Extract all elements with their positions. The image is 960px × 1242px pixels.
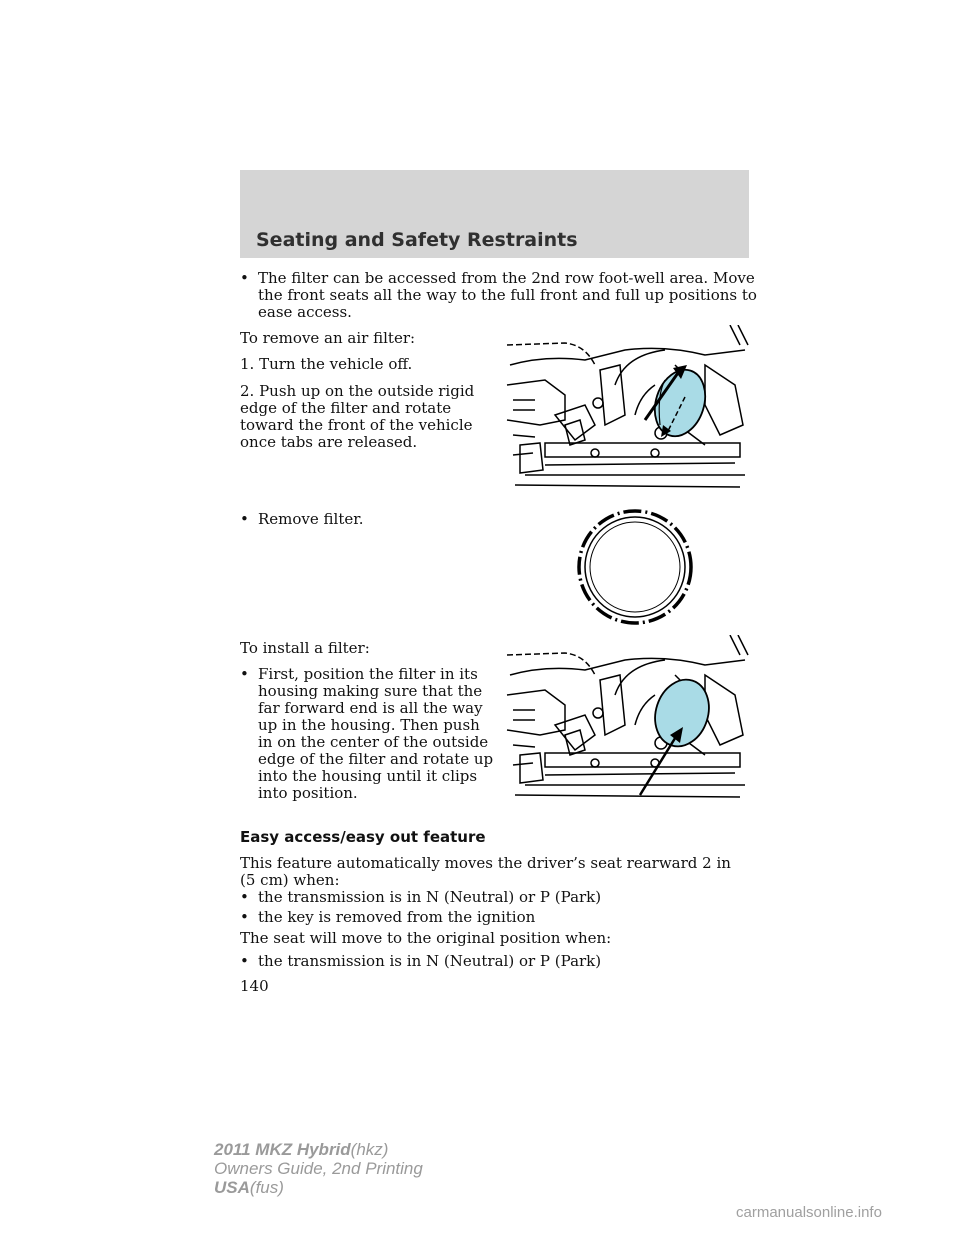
bullet-dot: •	[240, 510, 249, 528]
filter-installation-illustration	[505, 635, 750, 810]
footer-market-code: (fus)	[249, 1178, 284, 1197]
bullet-dot: •	[240, 908, 249, 926]
footer-model-code: (hkz)	[350, 1140, 389, 1159]
bullet-footwell-text: The filter can be accessed from the 2nd row foot-well area. Move the front seats all the way to the full front and full up positions to ease access.	[258, 269, 757, 321]
footer	[214, 1140, 423, 1197]
easy-access-description: This feature automatically moves the driver’s seat rearward 2 in (5 cm) when:	[240, 854, 731, 889]
step-1: 1. Turn the vehicle off.	[240, 355, 413, 373]
bullet-dot: •	[240, 952, 249, 970]
step-2: 2. Push up on the outside rigid edge of the filter and rotate toward the front of the vehicle once tabs are released.	[240, 382, 475, 451]
footer-line-2: Owners Guide, 2nd Printing	[214, 1159, 423, 1178]
remove-intro: To remove an air filter:	[240, 329, 416, 347]
footer-market: USA	[214, 1178, 250, 1197]
bullet-key-text: the key is removed from the ignition	[258, 908, 536, 926]
bullet-transmission-1-text: the transmission is in N (Neutral) or P (Park)	[258, 888, 602, 906]
footer-line-3	[214, 1178, 423, 1197]
bullet-install-text: First, position the filter in its housing making sure that the far forward end is all the way up in the housing. Then push in on the center of the outside edge of the filter and rotate up into the housing until it clips into position.	[258, 665, 494, 802]
footer-model: 2011 MKZ Hybrid	[214, 1140, 351, 1159]
filter-illustration	[573, 508, 697, 626]
bullet-remove-text: Remove filter.	[258, 510, 364, 528]
watermark: carmanualsonline.info	[736, 1204, 882, 1221]
page-number: 140	[240, 977, 269, 995]
footer-line-1	[214, 1140, 423, 1159]
bullet-dot: •	[240, 269, 249, 287]
bullet-dot: •	[240, 665, 249, 683]
bullet-dot: •	[240, 888, 249, 906]
easy-access-heading: Easy access/easy out feature	[240, 828, 486, 846]
section-title: Seating and Safety Restraints	[256, 229, 578, 251]
filter-removal-illustration	[505, 325, 750, 500]
bullet-transmission-2-text: the transmission is in N (Neutral) or P (Park)	[258, 952, 602, 970]
return-description: The seat will move to the original position when:	[240, 929, 612, 947]
install-intro: To install a filter:	[240, 639, 370, 657]
